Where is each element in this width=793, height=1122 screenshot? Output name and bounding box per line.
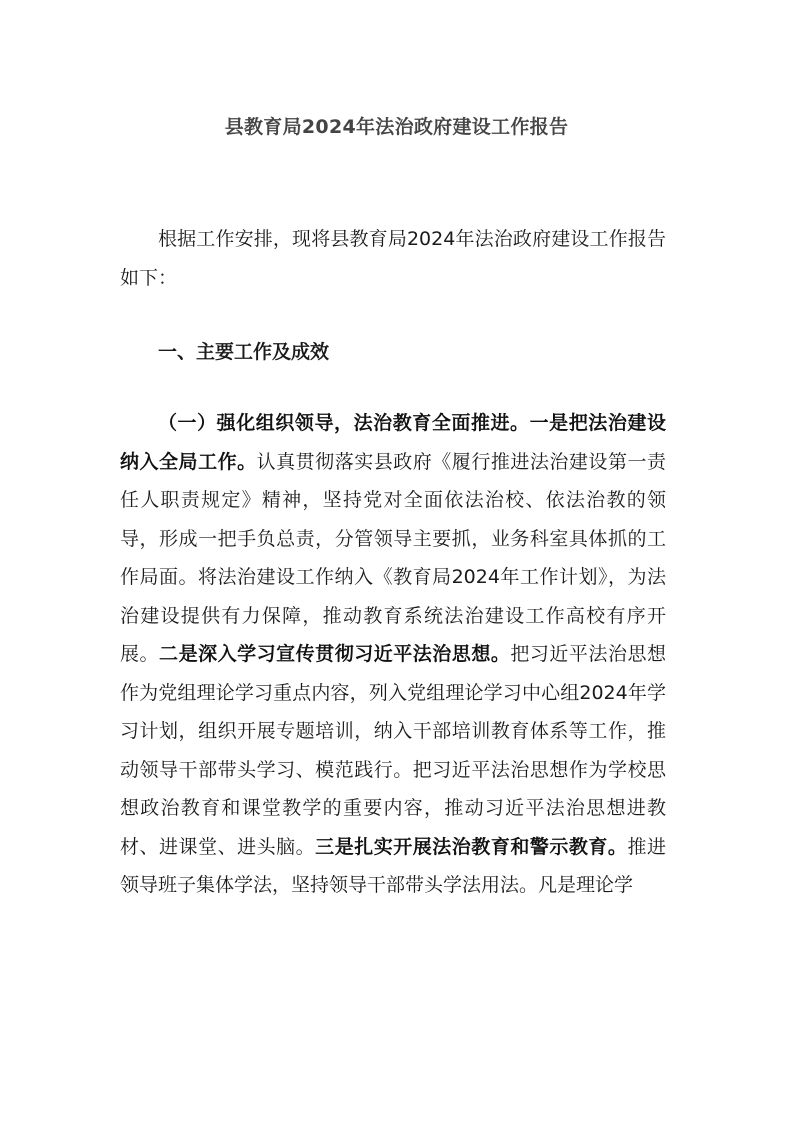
section-heading xyxy=(120,333,666,372)
point-3-text: 推进领导班子集体学法，坚持领导干部带头学法用法。凡是理论学 xyxy=(120,835,666,896)
document-title: 县教育局2024年法治政府建设工作报告 xyxy=(224,116,569,138)
point-3-bold: 三是扎实开展法治教育和警示教育。 xyxy=(315,835,628,858)
intro-paragraph xyxy=(120,220,666,297)
point-1-bold: 一是把法治建设纳入全局工作。 xyxy=(120,412,666,473)
point-2-bold: 二是深入学习宣传贯彻习近平法治思想。 xyxy=(159,643,511,665)
intro-text: 根据工作安排，现将县教育局2024年法治政府建设工作报告如下： xyxy=(120,228,666,289)
heading-main-work: 一、主要工作及成效 xyxy=(158,341,330,363)
section-1-text xyxy=(120,404,666,905)
subsection-heading: （一）强化组织领导，法治教育全面推进。 xyxy=(158,412,530,434)
section-1-paragraph xyxy=(120,404,666,905)
point-2-text: 把习近平法治思想作为党组理论学习重点内容，列入党组理论学习中心组2024年学习计划，组织开展专题培训，纳入干部培训教育体系等工作，推动领导干部带头学习、模范践行。把习近平法治思想作为学校思想政治教育和课堂教学的重要内容，推动习近平法治思想进教材、进课堂、进头脑。 xyxy=(120,643,666,858)
point-1-text: 认真贯彻落实县政府《履行推进法治建设第一责任人职责规定》精神，坚持党对全面依法治校、依法治教的领导，形成一把手负总责，分管领导主要抓，业务科室具体抓的工作局面。将法治建设工作纳入《教育局2024年工作计划》，为法治建设提供有力保障，推动教育系统法治建设工作高校有序开展。 xyxy=(120,450,666,665)
